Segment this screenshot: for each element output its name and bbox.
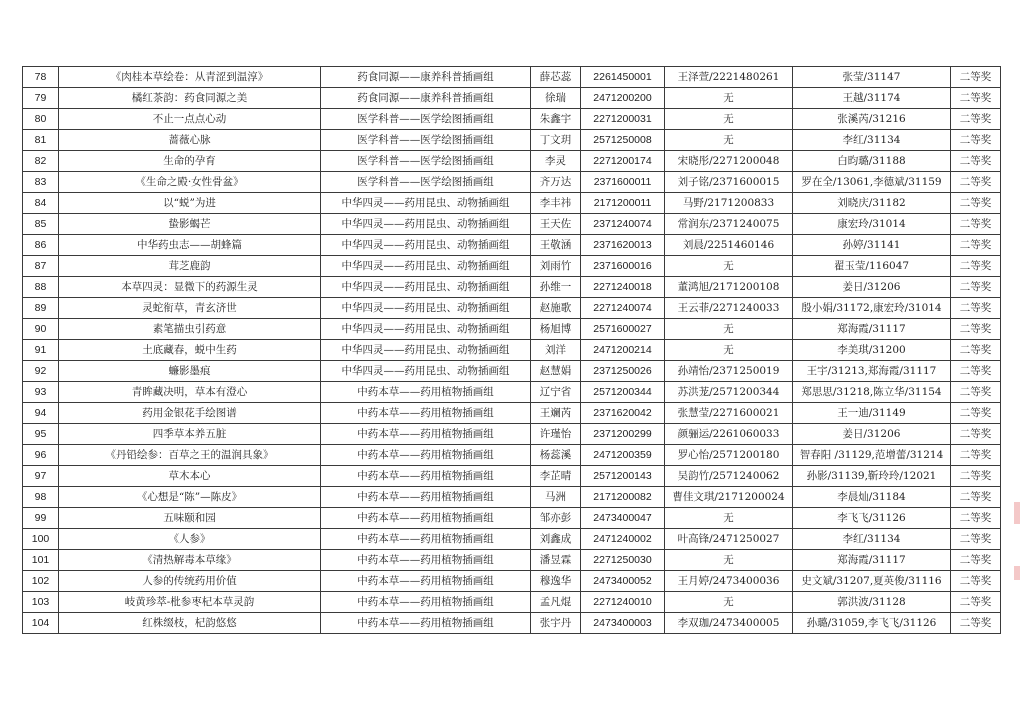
advisor-cell: 郑海霞/31117 bbox=[793, 550, 951, 571]
co-author-cell: 无 bbox=[665, 550, 793, 571]
co-author-cell: 苏洪茏/2571200344 bbox=[665, 382, 793, 403]
table-row bbox=[23, 403, 1001, 424]
student-id-cell: 2471200200 bbox=[581, 88, 665, 109]
student-id-cell: 2473400003 bbox=[581, 613, 665, 634]
category-cell: 中华四灵——药用昆虫、动物插画组 bbox=[321, 319, 531, 340]
table-row bbox=[23, 529, 1001, 550]
author-name-cell: 赵施歌 bbox=[531, 298, 581, 319]
author-name-cell: 刘鑫成 bbox=[531, 529, 581, 550]
row-number-cell: 102 bbox=[23, 571, 59, 592]
co-author-cell: 董鸿旭/2171200108 bbox=[665, 277, 793, 298]
table-row bbox=[23, 298, 1001, 319]
student-id-cell: 2473400047 bbox=[581, 508, 665, 529]
table-row bbox=[23, 277, 1001, 298]
student-id-cell: 2471200359 bbox=[581, 445, 665, 466]
category-cell: 中华四灵——药用昆虫、动物插画组 bbox=[321, 193, 531, 214]
student-id-cell: 2371600016 bbox=[581, 256, 665, 277]
category-cell: 中药本草——药用植物插画组 bbox=[321, 403, 531, 424]
co-author-cell: 无 bbox=[665, 256, 793, 277]
co-author-cell: 王泽萱/2221480261 bbox=[665, 67, 793, 88]
work-title-cell: 土底藏春，蜕中生药 bbox=[59, 340, 321, 361]
category-cell: 中药本草——药用植物插画组 bbox=[321, 445, 531, 466]
work-title-cell: 人参的传统药用价值 bbox=[59, 571, 321, 592]
table-row bbox=[23, 592, 1001, 613]
category-cell: 中华四灵——药用昆虫、动物插画组 bbox=[321, 361, 531, 382]
table-row bbox=[23, 214, 1001, 235]
category-cell: 医学科普——医学绘图插画组 bbox=[321, 109, 531, 130]
row-number-cell: 98 bbox=[23, 487, 59, 508]
co-author-cell: 无 bbox=[665, 592, 793, 613]
co-author-cell: 常润东/2371240075 bbox=[665, 214, 793, 235]
author-name-cell: 邹亦彭 bbox=[531, 508, 581, 529]
scan-edge-mark bbox=[1014, 566, 1020, 580]
row-number-cell: 92 bbox=[23, 361, 59, 382]
award-level-cell: 二等奖 bbox=[951, 424, 1001, 445]
work-title-cell: 青眸藏决明，草本有澄心 bbox=[59, 382, 321, 403]
award-level-cell: 二等奖 bbox=[951, 361, 1001, 382]
student-id-cell: 2371620042 bbox=[581, 403, 665, 424]
category-cell: 中华四灵——药用昆虫、动物插画组 bbox=[321, 256, 531, 277]
advisor-cell: 白昀璐/31188 bbox=[793, 151, 951, 172]
table-row bbox=[23, 256, 1001, 277]
category-cell: 中药本草——药用植物插画组 bbox=[321, 550, 531, 571]
work-title-cell: 《清热解毒本草缘》 bbox=[59, 550, 321, 571]
category-cell: 药食同源——康养科普插画组 bbox=[321, 88, 531, 109]
co-author-cell: 宋晓彤/2271200048 bbox=[665, 151, 793, 172]
work-title-cell: 草木本心 bbox=[59, 466, 321, 487]
author-name-cell: 徐瑞 bbox=[531, 88, 581, 109]
table-row bbox=[23, 466, 1001, 487]
student-id-cell: 2571600027 bbox=[581, 319, 665, 340]
co-author-cell: 王月婷/2473400036 bbox=[665, 571, 793, 592]
author-name-cell: 马洲 bbox=[531, 487, 581, 508]
row-number-cell: 94 bbox=[23, 403, 59, 424]
author-name-cell: 杨旭博 bbox=[531, 319, 581, 340]
advisor-cell: 李飞飞/31126 bbox=[793, 508, 951, 529]
advisor-cell: 史文斌/31207,夏英俊/31116 bbox=[793, 571, 951, 592]
student-id-cell: 2471200214 bbox=[581, 340, 665, 361]
student-id-cell: 2371200299 bbox=[581, 424, 665, 445]
table-row bbox=[23, 613, 1001, 634]
work-title-cell: 生命的孕育 bbox=[59, 151, 321, 172]
author-name-cell: 辽宁省 bbox=[531, 382, 581, 403]
advisor-cell: 李美琪/31200 bbox=[793, 340, 951, 361]
advisor-cell: 刘晓庆/31182 bbox=[793, 193, 951, 214]
table-row bbox=[23, 109, 1001, 130]
author-name-cell: 薛芯蕊 bbox=[531, 67, 581, 88]
student-id-cell: 2271250030 bbox=[581, 550, 665, 571]
table-row bbox=[23, 319, 1001, 340]
row-number-cell: 83 bbox=[23, 172, 59, 193]
category-cell: 中华四灵——药用昆虫、动物插画组 bbox=[321, 235, 531, 256]
work-title-cell: 以“蜕”为进 bbox=[59, 193, 321, 214]
scan-edge-mark bbox=[1014, 502, 1020, 524]
row-number-cell: 84 bbox=[23, 193, 59, 214]
work-title-cell: 本草四灵：显微下的药源生灵 bbox=[59, 277, 321, 298]
author-name-cell: 张宇丹 bbox=[531, 613, 581, 634]
advisor-cell: 王越/31174 bbox=[793, 88, 951, 109]
awards-table-body bbox=[23, 67, 1001, 634]
author-name-cell: 刘洋 bbox=[531, 340, 581, 361]
advisor-cell: 张溪芮/31216 bbox=[793, 109, 951, 130]
author-name-cell: 许瑾怡 bbox=[531, 424, 581, 445]
category-cell: 中药本草——药用植物插画组 bbox=[321, 466, 531, 487]
row-number-cell: 104 bbox=[23, 613, 59, 634]
award-level-cell: 二等奖 bbox=[951, 172, 1001, 193]
category-cell: 医学科普——医学绘图插画组 bbox=[321, 151, 531, 172]
author-name-cell: 穆逸华 bbox=[531, 571, 581, 592]
author-name-cell: 王敬涵 bbox=[531, 235, 581, 256]
row-number-cell: 97 bbox=[23, 466, 59, 487]
table-row bbox=[23, 172, 1001, 193]
advisor-cell: 郑思思/31218,陈立华/31154 bbox=[793, 382, 951, 403]
author-name-cell: 李灵 bbox=[531, 151, 581, 172]
work-title-cell: 四季草本养五脏 bbox=[59, 424, 321, 445]
author-name-cell: 齐万达 bbox=[531, 172, 581, 193]
category-cell: 医学科普——医学绘图插画组 bbox=[321, 172, 531, 193]
advisor-cell: 李晨灿/31184 bbox=[793, 487, 951, 508]
work-title-cell: 《人参》 bbox=[59, 529, 321, 550]
table-row bbox=[23, 67, 1001, 88]
author-name-cell: 赵慧娟 bbox=[531, 361, 581, 382]
work-title-cell: 橘红茶韵：药食同源之美 bbox=[59, 88, 321, 109]
co-author-cell: 张慧莹/2271600021 bbox=[665, 403, 793, 424]
work-title-cell: 不止一点点心动 bbox=[59, 109, 321, 130]
table-row bbox=[23, 571, 1001, 592]
author-name-cell: 李芷晴 bbox=[531, 466, 581, 487]
row-number-cell: 87 bbox=[23, 256, 59, 277]
category-cell: 中药本草——药用植物插画组 bbox=[321, 529, 531, 550]
co-author-cell: 无 bbox=[665, 109, 793, 130]
co-author-cell: 曹佳文琪/2171200024 bbox=[665, 487, 793, 508]
category-cell: 中药本草——药用植物插画组 bbox=[321, 382, 531, 403]
award-level-cell: 二等奖 bbox=[951, 340, 1001, 361]
award-level-cell: 二等奖 bbox=[951, 529, 1001, 550]
student-id-cell: 2171200011 bbox=[581, 193, 665, 214]
row-number-cell: 101 bbox=[23, 550, 59, 571]
row-number-cell: 99 bbox=[23, 508, 59, 529]
award-level-cell: 二等奖 bbox=[951, 235, 1001, 256]
row-number-cell: 103 bbox=[23, 592, 59, 613]
award-level-cell: 二等奖 bbox=[951, 550, 1001, 571]
award-level-cell: 二等奖 bbox=[951, 256, 1001, 277]
co-author-cell: 吴韵竹/2571240062 bbox=[665, 466, 793, 487]
student-id-cell: 2571200344 bbox=[581, 382, 665, 403]
row-number-cell: 96 bbox=[23, 445, 59, 466]
table-row bbox=[23, 487, 1001, 508]
work-title-cell: 岐黄珍萃-枇参枣杞本草灵韵 bbox=[59, 592, 321, 613]
advisor-cell: 姜日/31206 bbox=[793, 277, 951, 298]
author-name-cell: 王斓芮 bbox=[531, 403, 581, 424]
student-id-cell: 2473400052 bbox=[581, 571, 665, 592]
award-level-cell: 二等奖 bbox=[951, 592, 1001, 613]
advisor-cell: 郭洪波/31128 bbox=[793, 592, 951, 613]
category-cell: 医学科普——医学绘图插画组 bbox=[321, 130, 531, 151]
row-number-cell: 93 bbox=[23, 382, 59, 403]
award-level-cell: 二等奖 bbox=[951, 109, 1001, 130]
category-cell: 中药本草——药用植物插画组 bbox=[321, 508, 531, 529]
table-row bbox=[23, 508, 1001, 529]
advisor-cell: 王宇/31213,郑海霞/31117 bbox=[793, 361, 951, 382]
student-id-cell: 2271200031 bbox=[581, 109, 665, 130]
award-level-cell: 二等奖 bbox=[951, 298, 1001, 319]
co-author-cell: 叶高锋/2471250027 bbox=[665, 529, 793, 550]
row-number-cell: 79 bbox=[23, 88, 59, 109]
author-name-cell: 朱鑫宇 bbox=[531, 109, 581, 130]
co-author-cell: 无 bbox=[665, 130, 793, 151]
work-title-cell: 《丹铅绘参：百草之王的温润具象》 bbox=[59, 445, 321, 466]
award-level-cell: 二等奖 bbox=[951, 571, 1001, 592]
co-author-cell: 刘晨/2251460146 bbox=[665, 235, 793, 256]
work-title-cell: 药用金银花手绘图谱 bbox=[59, 403, 321, 424]
row-number-cell: 95 bbox=[23, 424, 59, 445]
award-level-cell: 二等奖 bbox=[951, 319, 1001, 340]
table-row bbox=[23, 340, 1001, 361]
table-row bbox=[23, 193, 1001, 214]
work-title-cell: 《生命之殿·女性骨盆》 bbox=[59, 172, 321, 193]
student-id-cell: 2571200143 bbox=[581, 466, 665, 487]
row-number-cell: 90 bbox=[23, 319, 59, 340]
table-row bbox=[23, 88, 1001, 109]
category-cell: 中药本草——药用植物插画组 bbox=[321, 571, 531, 592]
award-level-cell: 二等奖 bbox=[951, 277, 1001, 298]
category-cell: 中药本草——药用植物插画组 bbox=[321, 487, 531, 508]
advisor-cell: 孙影/31139,靳玲玲/12021 bbox=[793, 466, 951, 487]
advisor-cell: 康宏玲/31014 bbox=[793, 214, 951, 235]
advisor-cell: 罗在全/13061,李德斌/31159 bbox=[793, 172, 951, 193]
row-number-cell: 86 bbox=[23, 235, 59, 256]
award-level-cell: 二等奖 bbox=[951, 613, 1001, 634]
advisor-cell: 翟玉莹/116047 bbox=[793, 256, 951, 277]
author-name-cell: 丁文玥 bbox=[531, 130, 581, 151]
work-title-cell: 五味颐和园 bbox=[59, 508, 321, 529]
row-number-cell: 82 bbox=[23, 151, 59, 172]
work-title-cell: 红株缀枝，杞韵悠悠 bbox=[59, 613, 321, 634]
author-name-cell: 李丰祎 bbox=[531, 193, 581, 214]
award-level-cell: 二等奖 bbox=[951, 445, 1001, 466]
student-id-cell: 2371240074 bbox=[581, 214, 665, 235]
co-author-cell: 无 bbox=[665, 508, 793, 529]
row-number-cell: 100 bbox=[23, 529, 59, 550]
category-cell: 药食同源——康养科普插画组 bbox=[321, 67, 531, 88]
table-row bbox=[23, 130, 1001, 151]
category-cell: 中华四灵——药用昆虫、动物插画组 bbox=[321, 277, 531, 298]
table-row bbox=[23, 382, 1001, 403]
author-name-cell: 刘雨竹 bbox=[531, 256, 581, 277]
category-cell: 中药本草——药用植物插画组 bbox=[321, 592, 531, 613]
advisor-cell: 姜日/31206 bbox=[793, 424, 951, 445]
row-number-cell: 89 bbox=[23, 298, 59, 319]
category-cell: 中华四灵——药用昆虫、动物插画组 bbox=[321, 340, 531, 361]
author-name-cell: 王天佐 bbox=[531, 214, 581, 235]
student-id-cell: 2571250008 bbox=[581, 130, 665, 151]
co-author-cell: 刘子铭/2371600015 bbox=[665, 172, 793, 193]
work-title-cell: 中华药虫志——胡蜂篇 bbox=[59, 235, 321, 256]
award-level-cell: 二等奖 bbox=[951, 508, 1001, 529]
student-id-cell: 2271240074 bbox=[581, 298, 665, 319]
award-level-cell: 二等奖 bbox=[951, 67, 1001, 88]
work-title-cell: 灵蛇衔草，青玄济世 bbox=[59, 298, 321, 319]
student-id-cell: 2171200082 bbox=[581, 487, 665, 508]
advisor-cell: 智春阳 /31129,范增蕾/31214 bbox=[793, 445, 951, 466]
row-number-cell: 91 bbox=[23, 340, 59, 361]
award-level-cell: 二等奖 bbox=[951, 88, 1001, 109]
co-author-cell: 颜骊运/2261060033 bbox=[665, 424, 793, 445]
table-row bbox=[23, 445, 1001, 466]
author-name-cell: 孟凡焜 bbox=[531, 592, 581, 613]
advisor-cell: 殷小娟/31172,康宏玲/31014 bbox=[793, 298, 951, 319]
author-name-cell: 孙维一 bbox=[531, 277, 581, 298]
student-id-cell: 2471240002 bbox=[581, 529, 665, 550]
advisor-cell: 李红/31134 bbox=[793, 130, 951, 151]
student-id-cell: 2271240010 bbox=[581, 592, 665, 613]
advisor-cell: 孙婷/31141 bbox=[793, 235, 951, 256]
award-level-cell: 二等奖 bbox=[951, 214, 1001, 235]
advisor-cell: 张莹/31147 bbox=[793, 67, 951, 88]
category-cell: 中药本草——药用植物插画组 bbox=[321, 613, 531, 634]
student-id-cell: 2271240018 bbox=[581, 277, 665, 298]
co-author-cell: 无 bbox=[665, 319, 793, 340]
advisor-cell: 王一迪/31149 bbox=[793, 403, 951, 424]
advisor-cell: 李红/31134 bbox=[793, 529, 951, 550]
award-level-cell: 二等奖 bbox=[951, 466, 1001, 487]
row-number-cell: 81 bbox=[23, 130, 59, 151]
co-author-cell: 无 bbox=[665, 340, 793, 361]
award-level-cell: 二等奖 bbox=[951, 130, 1001, 151]
student-id-cell: 2271200174 bbox=[581, 151, 665, 172]
award-level-cell: 二等奖 bbox=[951, 151, 1001, 172]
student-id-cell: 2371600011 bbox=[581, 172, 665, 193]
work-title-cell: 蠊影墨痕 bbox=[59, 361, 321, 382]
co-author-cell: 孙靖怡/2371250019 bbox=[665, 361, 793, 382]
co-author-cell: 无 bbox=[665, 88, 793, 109]
table-row bbox=[23, 424, 1001, 445]
work-title-cell: 《心想是“陈”—陈皮》 bbox=[59, 487, 321, 508]
category-cell: 中华四灵——药用昆虫、动物插画组 bbox=[321, 214, 531, 235]
student-id-cell: 2371250026 bbox=[581, 361, 665, 382]
co-author-cell: 罗心怡/2571200180 bbox=[665, 445, 793, 466]
work-title-cell: 蛰影蝎芒 bbox=[59, 214, 321, 235]
student-id-cell: 2371620013 bbox=[581, 235, 665, 256]
award-level-cell: 二等奖 bbox=[951, 193, 1001, 214]
work-title-cell: 蔷薇心脉 bbox=[59, 130, 321, 151]
row-number-cell: 88 bbox=[23, 277, 59, 298]
table-row bbox=[23, 151, 1001, 172]
table-row bbox=[23, 361, 1001, 382]
work-title-cell: 茸芝鹿韵 bbox=[59, 256, 321, 277]
awards-table bbox=[22, 66, 1001, 634]
co-author-cell: 王云菲/2271240033 bbox=[665, 298, 793, 319]
author-name-cell: 潘昱霖 bbox=[531, 550, 581, 571]
author-name-cell: 杨蕊溪 bbox=[531, 445, 581, 466]
co-author-cell: 马野/2171200833 bbox=[665, 193, 793, 214]
category-cell: 中华四灵——药用昆虫、动物插画组 bbox=[321, 298, 531, 319]
award-level-cell: 二等奖 bbox=[951, 487, 1001, 508]
table-row bbox=[23, 235, 1001, 256]
co-author-cell: 李双珈/2473400005 bbox=[665, 613, 793, 634]
work-title-cell: 《肉桂本草绘卷：从青涩到温淳》 bbox=[59, 67, 321, 88]
row-number-cell: 80 bbox=[23, 109, 59, 130]
award-level-cell: 二等奖 bbox=[951, 382, 1001, 403]
advisor-cell: 孙璐/31059,李飞飞/31126 bbox=[793, 613, 951, 634]
award-level-cell: 二等奖 bbox=[951, 403, 1001, 424]
work-title-cell: 素笔描虫引药意 bbox=[59, 319, 321, 340]
table-row bbox=[23, 550, 1001, 571]
row-number-cell: 78 bbox=[23, 67, 59, 88]
category-cell: 中药本草——药用植物插画组 bbox=[321, 424, 531, 445]
advisor-cell: 郑海霞/31117 bbox=[793, 319, 951, 340]
row-number-cell: 85 bbox=[23, 214, 59, 235]
student-id-cell: 2261450001 bbox=[581, 67, 665, 88]
